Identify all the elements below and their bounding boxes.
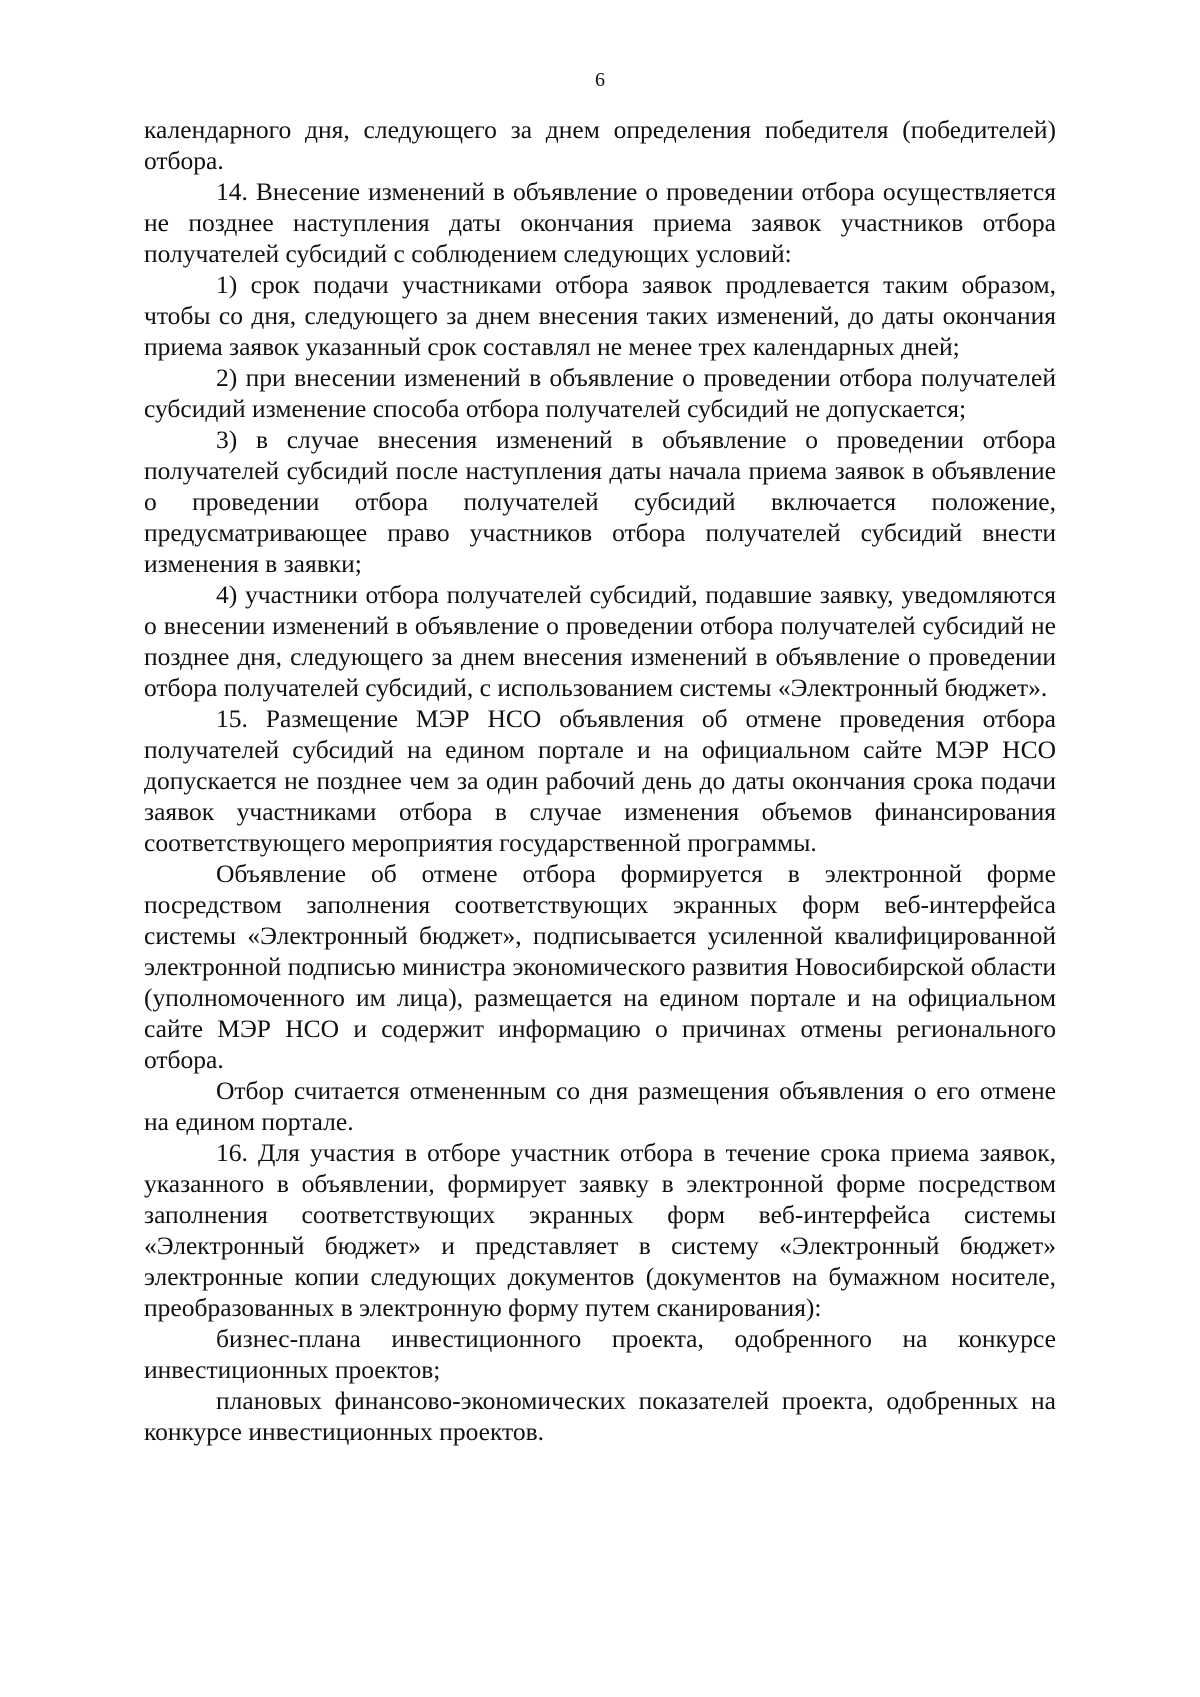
paragraph: 14. Внесение изменений в объявление о проведении отбора осуществляется не позднее наступления даты окончания приема заявок участников отбора получателей субсидий с соблюдением следующих условий: (144, 177, 1056, 268)
paragraph: 16. Для участия в отборе участник отбора в течение срока приема заявок, указанного в объявлении, формирует заявку в электронной форме посредством заполнения соответствующих экранных форм веб-интерфейса системы «Электронный бюджет» и представляет в систему «Электронный бюджет» электронные копии следующих документов (документов на бумажном носителе, преобразованных в электронную форму путем сканирования): (144, 1138, 1056, 1322)
paragraph: 2) при внесении изменений в объявление о проведении отбора получателей субсидий изменение способа отбора получателей субсидий не допускается; (144, 363, 1056, 423)
paragraph: 15. Размещение МЭР НСО объявления об отмене проведения отбора получателей субсидий на едином портале и на официальном сайте МЭР НСО допускается не позднее чем за один рабочий день до даты окончания срока подачи заявок участниками отбора в случае изменения объемов финансирования соответствующего мероприятия государственной программы. (144, 704, 1056, 857)
paragraph: плановых финансово-экономических показателей проекта, одобренных на конкурсе инвестиционных проектов. (144, 1386, 1056, 1446)
document-body (144, 114, 1056, 1447)
paragraph: 4) участники отбора получателей субсидий, подавшие заявку, уведомляются о внесении изменений в объявление о проведении отбора получателей субсидий не позднее дня, следующего за днем внесения изменений в объявление о проведении отбора получателей субсидий, с использованием системы «Электронный бюджет». (144, 580, 1056, 702)
paragraph: бизнес-плана инвестиционного проекта, одобренного на конкурсе инвестиционных проектов; (144, 1324, 1056, 1384)
page-number: 6 (595, 69, 605, 91)
paragraph: 1) срок подачи участниками отбора заявок продлевается таким образом, чтобы со дня, следующего за днем внесения таких изменений, до даты окончания приема заявок указанный срок составлял не менее трех календарных дней; (144, 270, 1056, 361)
paragraph: Объявление об отмене отбора формируется в электронной форме посредством заполнения соответствующих экранных форм веб-интерфейса системы «Электронный бюджет», подписывается усиленной квалифицированной электронной подписью министра экономического развития Новосибирской области (уполномоченного им лица), размещается на едином портале и на официальном сайте МЭР НСО и содержит информацию о причинах отмены регионального отбора. (144, 859, 1056, 1074)
paragraph: 3) в случае внесения изменений в объявление о проведении отбора получателей субсидий после наступления даты начала приема заявок в объявление о проведении отбора получателей субсидий включается положение, предусматривающее право участников отбора получателей субсидий внести изменения в заявки; (144, 425, 1056, 578)
paragraph: Отбор считается отмененным со дня размещения объявления о его отмене на едином портале. (144, 1076, 1056, 1136)
paragraph: календарного дня, следующего за днем определения победителя (победителей) отбора. (144, 115, 1056, 175)
